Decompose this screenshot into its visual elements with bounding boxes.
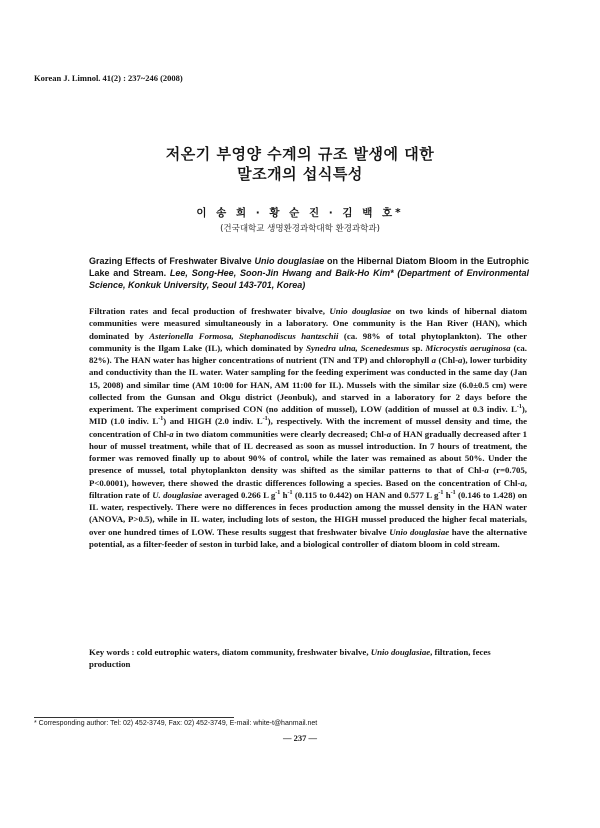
abstract-text: on two kinds of hibernal diatom communities were measured simultaneously in a laboratory. One community is the Han River (HAN), which dominated by [89,306,528,341]
english-title-species: Unio douglasiae [254,256,325,266]
abstract-text: of HAN gradually decreased after 1 hour of mussel treatment, while that of IL decreased as soon as mussel introduction. In 7 hours of treatment, the former was removed finally up to about 90% of control, while the later was remained as about 50%. Under the presence of mussel, total phytoplankton density was shifted as the similar patterns to that of Chl- [89,428,528,476]
abstract-italic: a [484,465,489,476]
abstract-text: averaged 0.266 L g [202,489,276,500]
abstract-italic: a [169,428,174,439]
abstract-italic: Asterionella Formosa, Stephanodiscus hantzschii [149,330,339,341]
abstract-superscript: -1 [516,404,522,411]
english-authors: Lee, Song-Hee, Soon-Jin Hwang and Baik-Ho Kim* [166,268,394,279]
abstract-text: (ca. 98% of total phytoplankton). The other community is the Ilgam Lake (IL), which dominated by [89,330,527,353]
abstract-text: ), respectively. With the increment of mussel density and time, the concentration of Chl- [89,416,528,439]
keywords-italic: Unio douglasiae [370,647,431,657]
abstract-text: (r=0.705, P<0.0001), however, there showed the drastic differences following a species. Based on the concentration of Chl- [89,465,527,488]
abstract-text: (0.115 to 0.442) on HAN and 0.577 L g [292,489,439,500]
abstract-text: Filtration rates and fecal production of freshwater bivalve, [89,306,330,316]
footnote-divider [34,717,234,718]
paper-title-line-1: 저온기 부영양 수계의 규조 발생에 대한 [165,145,435,163]
abstract-superscript: -1 [275,489,281,496]
english-title-part2: on the Hibernal Diatom Bloom in the Eutrophic Lake and Stream. [89,256,529,279]
abstract-superscript: -1 [450,489,456,496]
abstract-text: ) and HIGH (2.0 indiv. L [163,416,263,427]
authors-korean: 이 송 희 · 황 순 진 · 김 백 호* [196,207,404,219]
abstract-italic: Synedra ulna, Scenedesmus [306,342,410,353]
abstract-text: h [443,489,451,500]
abstract-italic: a [386,428,392,439]
abstract-text: ), MID (1.0 indiv. L [89,404,527,427]
abstract-italic: Unio douglasiae [389,526,450,537]
keywords [89,646,527,671]
english-affiliation: (Department of Environmental Science, Konkuk University, Seoul 143-701, Korea) [89,268,530,291]
keywords-label: Key words : [89,647,137,657]
abstract-italic: a [458,355,463,365]
abstract-text: (0.146 to 1.428) on IL water, respectively. There were no differences in feces production among the mussel density in the HAN water (ANOVA, P>0.5), while in IL water, including lots of seston, the HIGH mussel produced the higher fecal materials, over one hundred times of LOW. These results suggest that freshwater bivalve [89,489,528,537]
abstract-italic: Microcystis aeruginosa [425,342,511,353]
paper-title-line-2: 말조개의 섭식특성 [237,165,363,183]
keywords-text: cold eutrophic waters, diatom community, freshwater bivalve, [136,647,371,657]
abstract-text: (ca. 82%). The HAN water has higher concentrations of nutrient (TN and TP) and chlorophyll [89,342,527,365]
abstract-italic: a [431,355,437,365]
abstract-superscript: -1 [287,489,293,496]
abstract-text: have the alternative potential, as a filter-feeder of seston in turbid lake, and a biological controller of diatom bloom in cold stream. [89,526,528,549]
english-title-part1: Grazing Effects of Freshwater Bivalve [89,256,255,266]
abstract-text: in two diatom communities were clearly decreased; Chl- [173,428,387,439]
abstract-italic: a [520,477,525,488]
abstract-text: ), lower turbidity and conductivity than the IL water. Water sampling for the feeding experiment was conducted in the same day (Jan 15, 2008) and similar time (AM 10:00 for HAN, AM 11:00 for IL). Mussels with the similar size (6.0±0.5 cm) were collected from the Gunsan and Okgu district (Jeonbuk), and starved in a laboratory for 2 days before the experiment. The experiment comprised CON (no addition of mussel), LOW (addition of mussel at 0.3 indiv. L [89,355,527,414]
abstract-text: (Chl- [436,355,459,365]
corresponding-author-footnote: * Corresponding author: Tel: 02) 452-3749, Fax: 02) 452-3749, E-mail: white-t@hanmail.net [34,720,318,727]
abstract-superscript: -1 [158,416,164,423]
abstract-text: sp. [409,342,426,353]
abstract-superscript: -1 [262,416,268,423]
abstract [89,305,527,550]
keywords-text: , filtration, feces production [89,647,491,670]
abstract-text: , filtration rate of [89,477,527,500]
journal-citation: Korean J. Limnol. 41(2) : 237~246 (2008) [34,73,183,83]
page-number: — 237 — [283,733,317,743]
abstract-italic: U. douglasiae [152,489,203,500]
affiliation-korean: (건국대학교 생명환경과학대학 환경과학과) [220,224,380,234]
english-title-block [89,255,529,292]
abstract-superscript: -1 [438,489,444,496]
abstract-text: h [280,489,288,500]
abstract-italic: Unio douglasiae [329,306,392,316]
